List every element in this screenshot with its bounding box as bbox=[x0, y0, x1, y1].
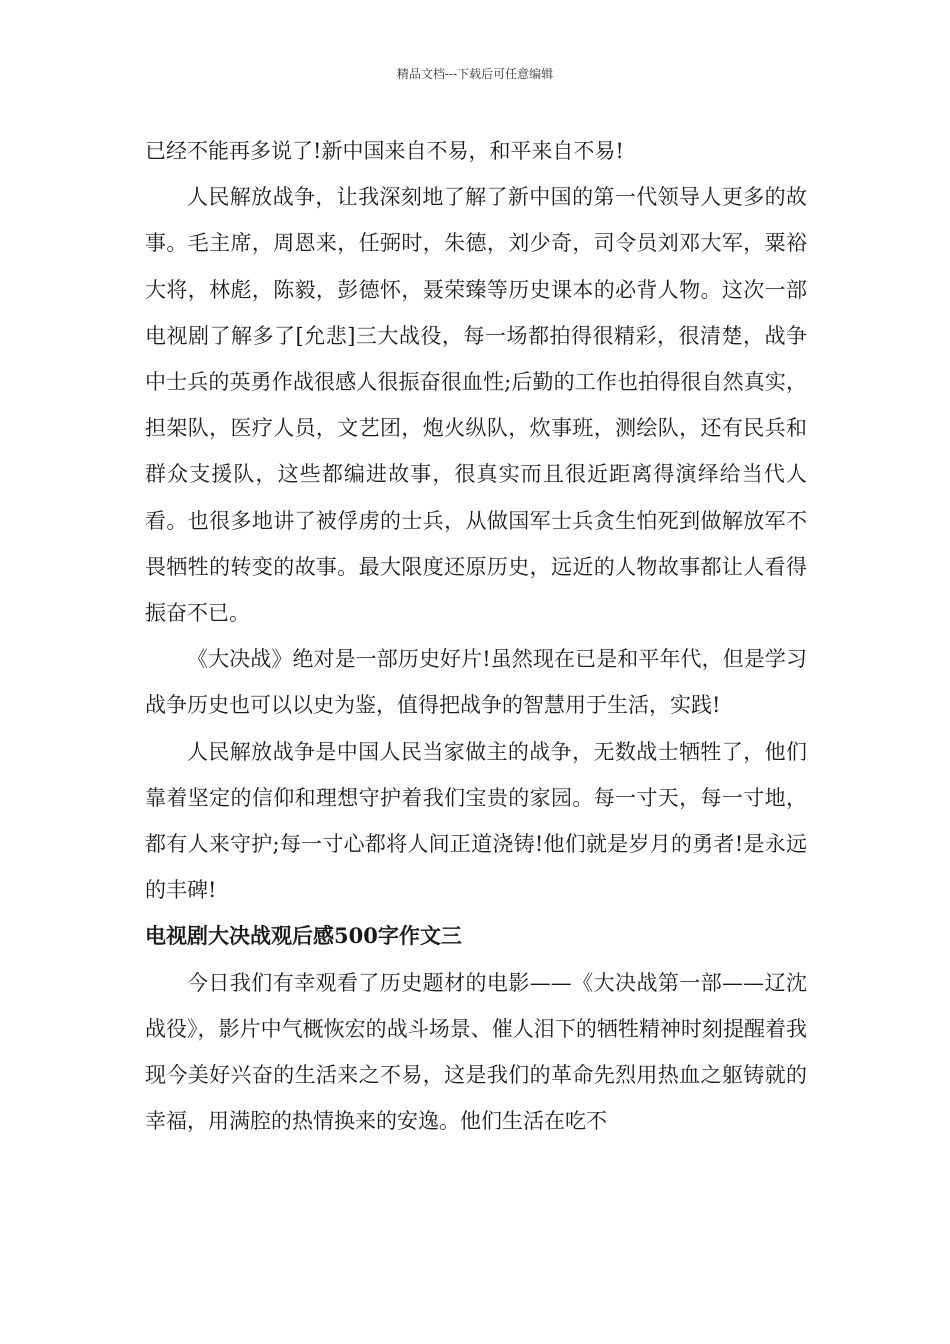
paragraph-1: 已经不能再多说了!新中国来自不易，和平来自不易! bbox=[145, 139, 624, 163]
paragraph-2: 人民解放战争，让我深刻地了解了新中国的第一代领导人更多的故事。毛主席，周恩来，任弼时，朱德，刘少奇，司令员刘邓大军，粟裕大将，林彪，陈毅，彭德怀，聂荣臻等历史课本的必背人物。这次一部电视剧了解多了[允悲]三大战役，每一场都拍得很精彩，很清楚，战争中士兵的英勇作战很感人很振奋很血性;后勤的工作也拍得很自然真实，担架队，医疗人员，文艺团，炮火纵队，炊事班，测绘队，还有民兵和群众支援队，这些都编进故事，很真实而且很近距离得演绎给当代人看。也很多地讲了被俘虏的士兵，从做国军士兵贪生怕死到做解放军不畏牺牲的转变的故事。最大限度还原历史，远近的人物故事都让人看得振奋不已。 bbox=[145, 185, 807, 626]
document-body bbox=[145, 128, 807, 1144]
section-heading: 电视剧大决战观后感500字作文三 bbox=[145, 923, 462, 949]
section-paragraph-1: 今日我们有幸观看了历史题材的电影——《大决战第一部——辽沈战役》，影片中气概恢宏的战斗场景、催人泪下的牺牲精神时刻提醒着我现今美好兴奋的生活来之不易，这是我们的革命先烈用热血之躯铸就的幸福，用满腔的热情换来的安逸。他们生活在吃不 bbox=[145, 970, 807, 1134]
page-header: 精品文档---下载后可任意编辑 bbox=[396, 67, 554, 81]
paragraph-4: 人民解放战争是中国人民当家做主的战争，无数战士牺牲了，他们靠着坚定的信仰和理想守护着我们宝贵的家园。每一寸天，每一寸地，都有人来守护;每一寸心都将人间正道浇铸!他们就是岁月的勇者!是永远的丰碑! bbox=[145, 739, 807, 903]
paragraph-3: 《大决战》绝对是一部历史好片!虽然现在已是和平年代，但是学习战争历史也可以以史为鉴，值得把战争的智慧用于生活，实践! bbox=[145, 647, 807, 718]
